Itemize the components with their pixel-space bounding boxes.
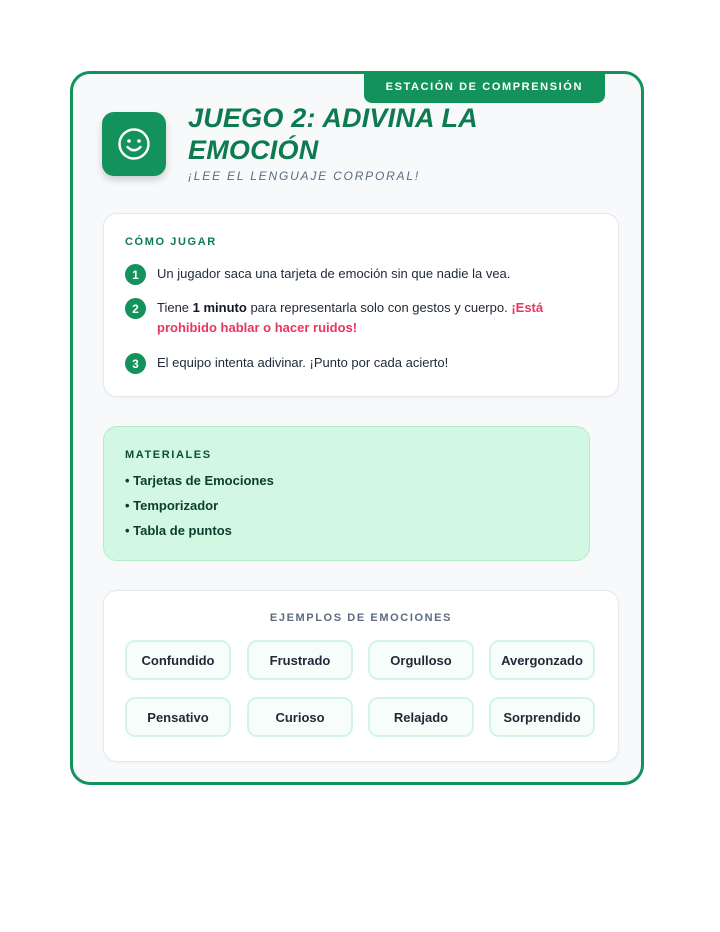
emotion-chip: Sorprendido xyxy=(489,697,595,737)
emotion-chip: Curioso xyxy=(247,697,353,737)
how-to-play-label: CÓMO JUGAR xyxy=(125,236,217,248)
examples-label: EJEMPLOS DE EMOCIONES xyxy=(269,612,453,624)
step-number: 1 xyxy=(125,264,146,285)
emotion-chip: Orgulloso xyxy=(368,640,474,680)
game-card xyxy=(70,71,644,785)
icon-badge xyxy=(102,112,166,176)
emotion-chip: Relajado xyxy=(368,697,474,737)
step-text-part: Tiene xyxy=(157,300,193,315)
step-item xyxy=(125,264,597,285)
step-text-bold: 1 minuto xyxy=(192,300,247,315)
step-number: 3 xyxy=(125,353,146,374)
step-warning: ¡Está prohibido hablar o hacer ruidos! xyxy=(157,300,544,335)
how-to-play-panel xyxy=(103,213,619,397)
step-text: Un jugador saca una tarjeta de emoción sin que nadie la vea. xyxy=(157,266,511,281)
emotion-chip: Confundido xyxy=(125,640,231,680)
step-number: 2 xyxy=(125,298,146,319)
emotion-chip: Pensativo xyxy=(125,697,231,737)
emotion-examples-panel xyxy=(103,590,619,762)
station-tab: ESTACIÓN DE COMPRENSIÓN xyxy=(364,71,605,103)
material-item: • Tabla de puntos xyxy=(125,523,232,538)
emotion-chip: Frustrado xyxy=(247,640,353,680)
step-text: El equipo intenta adivinar. ¡Punto por cada acierto! xyxy=(157,355,449,370)
step-item xyxy=(125,298,597,338)
material-item: • Temporizador xyxy=(125,498,219,513)
material-item: • Tarjetas de Emociones xyxy=(125,473,274,488)
page-title: JUEGO 2: ADIVINA LA EMOCIÓN xyxy=(188,103,477,165)
step-text-part: para representarla solo con gestos y cuerpo. xyxy=(246,300,512,315)
step-text xyxy=(157,298,597,338)
smiley-face-icon xyxy=(116,126,152,162)
step-item xyxy=(125,353,597,374)
materials-label: MATERIALES xyxy=(125,449,212,461)
materials-panel xyxy=(103,426,590,561)
emotion-chip: Avergonzado xyxy=(489,640,595,680)
page-subtitle: ¡LEE EL LENGUAJE CORPORAL! xyxy=(188,169,420,183)
